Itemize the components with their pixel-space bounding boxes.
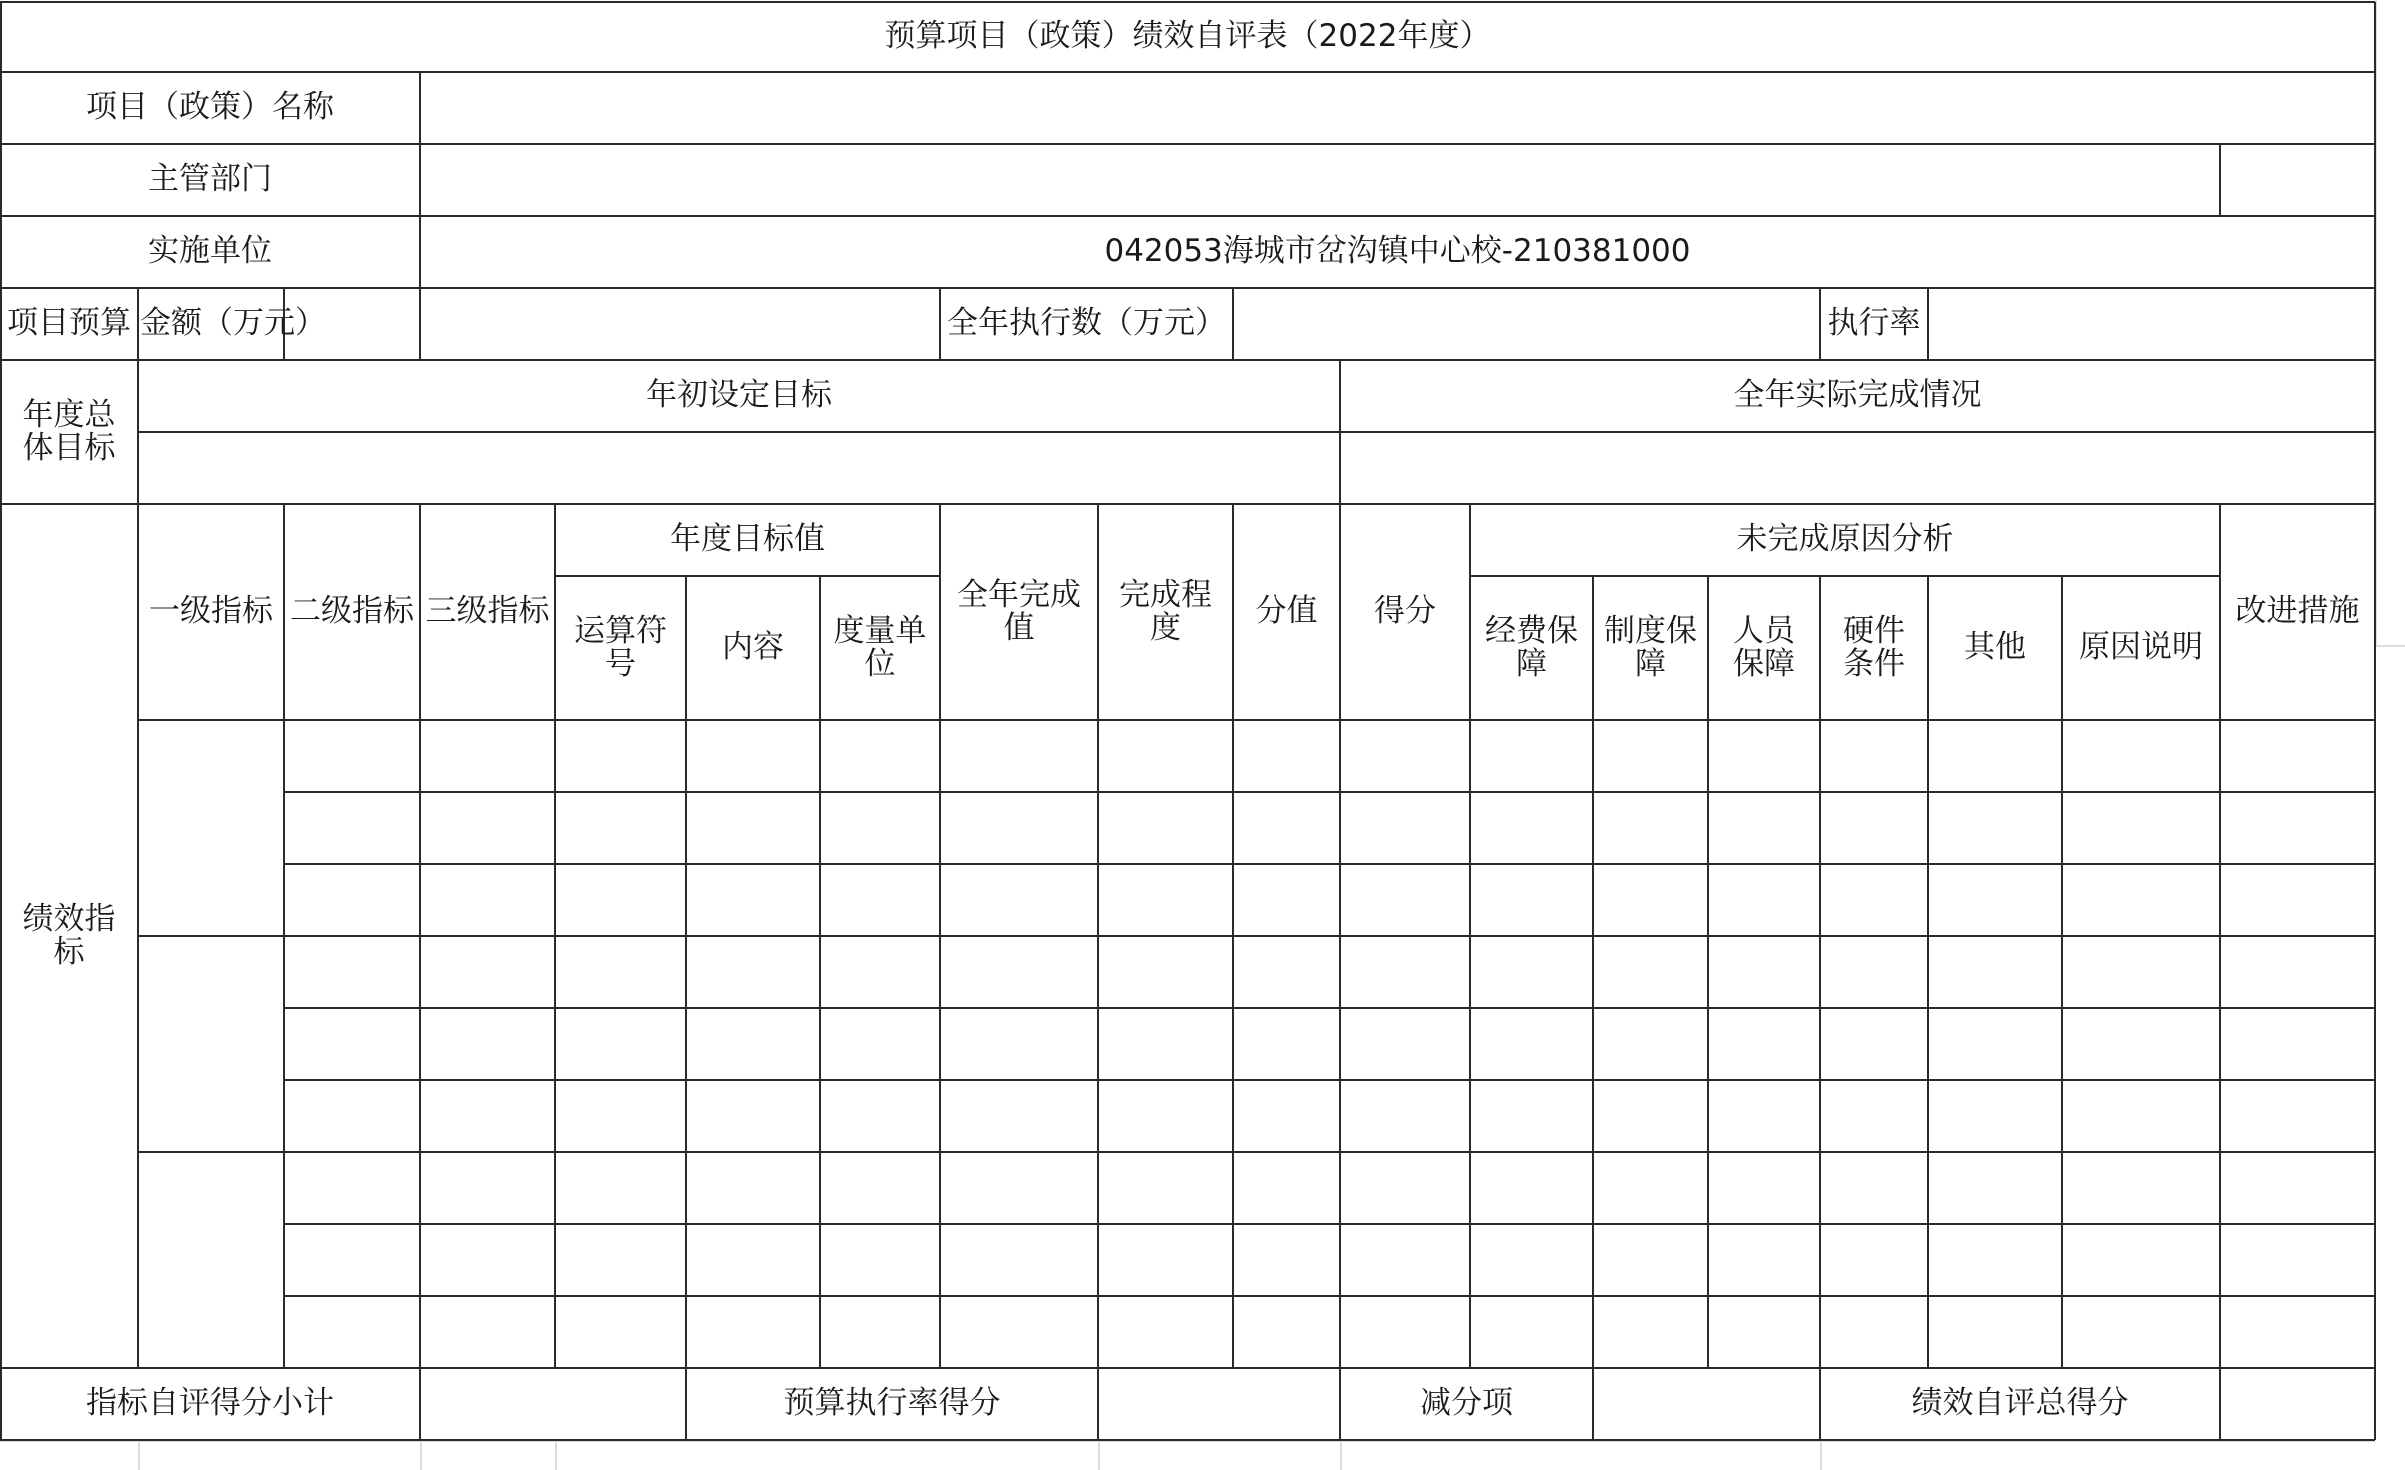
col-level1-indicator: 一级指标 [149,593,273,630]
performance-indicator-label: 绩效指 标 [22,900,116,970]
executed-label: 全年执行数（万元） [947,305,1226,342]
budget-label-b: 金额（万元） [140,305,326,342]
col-weight: 分值 [1255,593,1318,630]
budget-value[interactable] [420,288,940,360]
subtotal-label: 指标自评得分小计 [86,1385,334,1422]
col-unit: 度量单 位 [833,612,927,682]
unit-value[interactable]: 042053海城市岔沟镇中心校-210381000 [1104,233,1691,270]
col-operator: 运算符 号 [574,612,667,682]
col-content: 内容 [722,629,784,666]
project-name-label: 项目（政策）名称 [86,89,334,126]
col-completion-degree: 完成程 度 [1119,576,1212,646]
actual-completion-value[interactable] [1340,432,2375,504]
budget-label-a: 项目预算 [7,305,131,342]
department-label: 主管部门 [148,161,272,198]
col-score: 得分 [1374,593,1436,630]
page-title: 预算项目（政策）绩效自评表（2022年度） [884,18,1491,55]
annual-goal-label: 年度总 体目标 [22,396,116,466]
col-reason-description: 原因说明 [2079,629,2203,666]
initial-goal-value[interactable] [138,432,1340,504]
col-improvement: 改进措施 [2235,593,2360,630]
deduction-label: 减分项 [1420,1385,1513,1422]
initial-goal-header: 年初设定目标 [646,377,832,414]
col-staff: 人员 保障 [1733,612,1795,682]
col-hardware: 硬件 条件 [1843,612,1905,682]
reason-analysis-header: 未完成原因分析 [1736,521,1954,558]
department-value[interactable] [420,144,2220,216]
col-completed-value: 全年完成 值 [957,576,1081,646]
executed-value[interactable] [1233,288,1820,360]
col-level2-indicator: 二级指标 [290,593,414,630]
unit-label: 实施单位 [148,233,272,270]
col-level3-indicator: 三级指标 [425,593,550,630]
col-system: 制度保 障 [1604,612,1697,682]
col-funding: 经费保 障 [1485,612,1578,682]
annual-target-header: 年度目标值 [670,521,825,558]
execution-rate-label: 执行率 [1827,305,1921,342]
exec-rate-score-label: 预算执行率得分 [783,1385,1001,1422]
col-other: 其他 [1964,629,2026,666]
actual-completion-header: 全年实际完成情况 [1733,377,1982,414]
total-score-label: 绩效自评总得分 [1911,1385,2129,1422]
execution-rate-value[interactable] [1928,288,2375,360]
project-name-value[interactable] [420,72,2375,144]
